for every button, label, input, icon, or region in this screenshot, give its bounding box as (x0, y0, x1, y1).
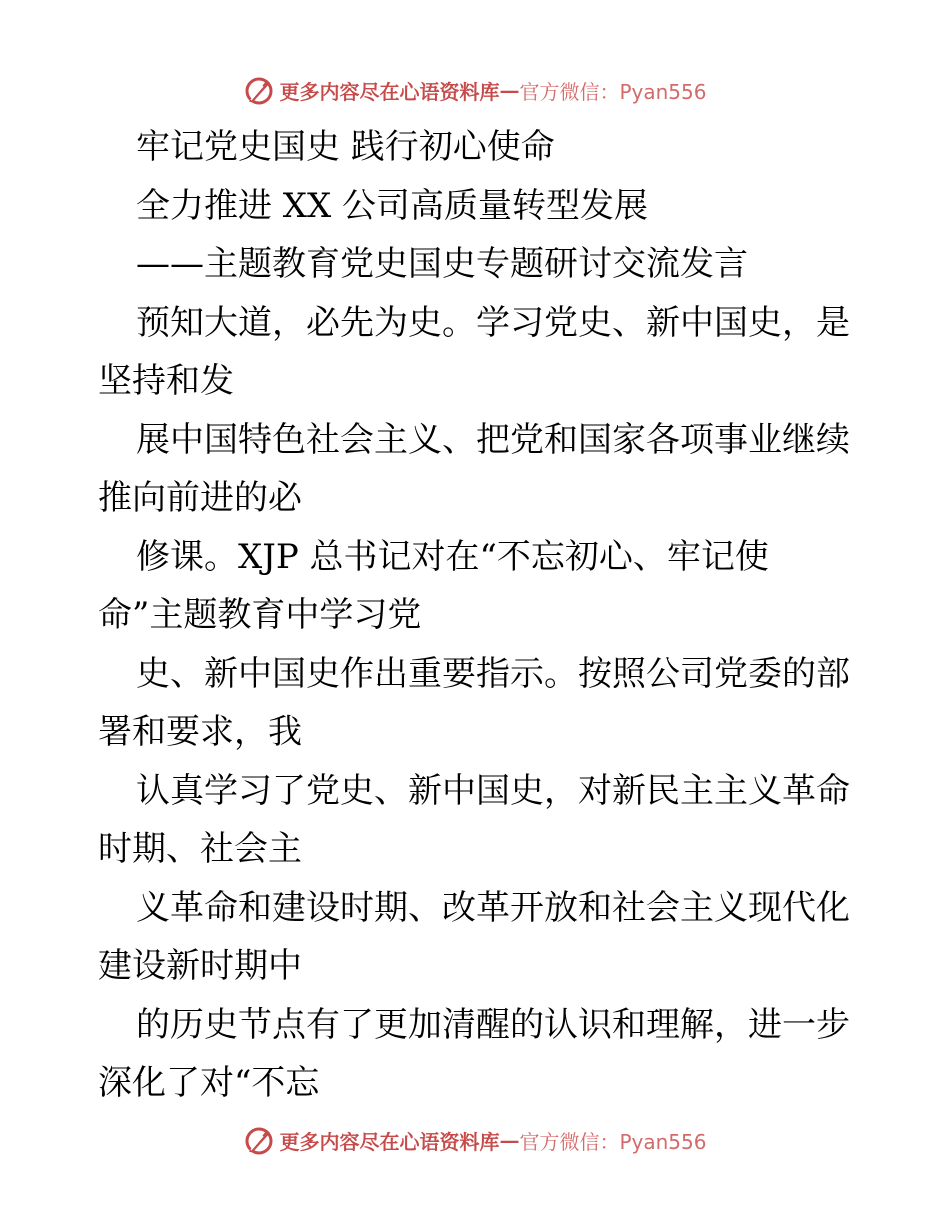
feather-pen-icon (243, 1124, 275, 1156)
doc-paragraph-line: 建设新时期中 (98, 946, 302, 986)
doc-subtitle: ——主题教育党史国史专题研讨交流发言 (136, 244, 748, 284)
doc-paragraph-line: 展中国特色社会主义、把党和国家各项事业继续 (136, 419, 850, 460)
header-ad-separator: — (499, 78, 520, 102)
doc-paragraph-line: 的历史节点有了更加清醒的认识和理解，进一步 (136, 1004, 850, 1045)
doc-title-line-2: 全力推进 XX 公司高质量转型发展 (136, 185, 649, 226)
doc-paragraph-line: 深化了对“不忘 (98, 1063, 320, 1103)
footer-ad-separator: — (499, 1128, 520, 1152)
doc-paragraph-line: 推向前进的必 (98, 478, 302, 518)
footer-ad-wechat: 官方微信：Pyan556 (519, 1129, 707, 1154)
doc-paragraph-line: 认真学习了党史、新中国史，对新民主主义革命 (136, 770, 850, 811)
doc-paragraph-line: 坚持和发 (98, 361, 234, 401)
document-body (98, 118, 858, 1113)
feather-pen-icon (243, 74, 275, 106)
header-ad-wechat: 官方微信：Pyan556 (519, 79, 707, 104)
doc-paragraph-line: 署和要求，我 (98, 712, 302, 752)
doc-paragraph-line: 时期、社会主 (98, 829, 302, 869)
doc-paragraph-line: 命”主题教育中学习党 (98, 595, 422, 635)
header-ad-text: 更多内容尽在心语资料库 (279, 79, 500, 104)
doc-paragraph-line: 史、新中国史作出重要指示。按照公司党委的部 (136, 653, 850, 694)
header-banner (0, 72, 950, 108)
footer-ad-text: 更多内容尽在心语资料库 (279, 1129, 500, 1154)
doc-title-line-1: 牢记党史国史 践行初心使命 (136, 127, 555, 167)
footer-banner (0, 1122, 950, 1158)
doc-paragraph-line: 修课。XJP 总书记对在“不忘初心、牢记使 (136, 536, 769, 577)
doc-paragraph-line: 义革命和建设时期、改革开放和社会主义现代化 (136, 887, 850, 928)
doc-paragraph-line: 预知大道，必先为史。学习党史、新中国史，是 (136, 302, 850, 343)
